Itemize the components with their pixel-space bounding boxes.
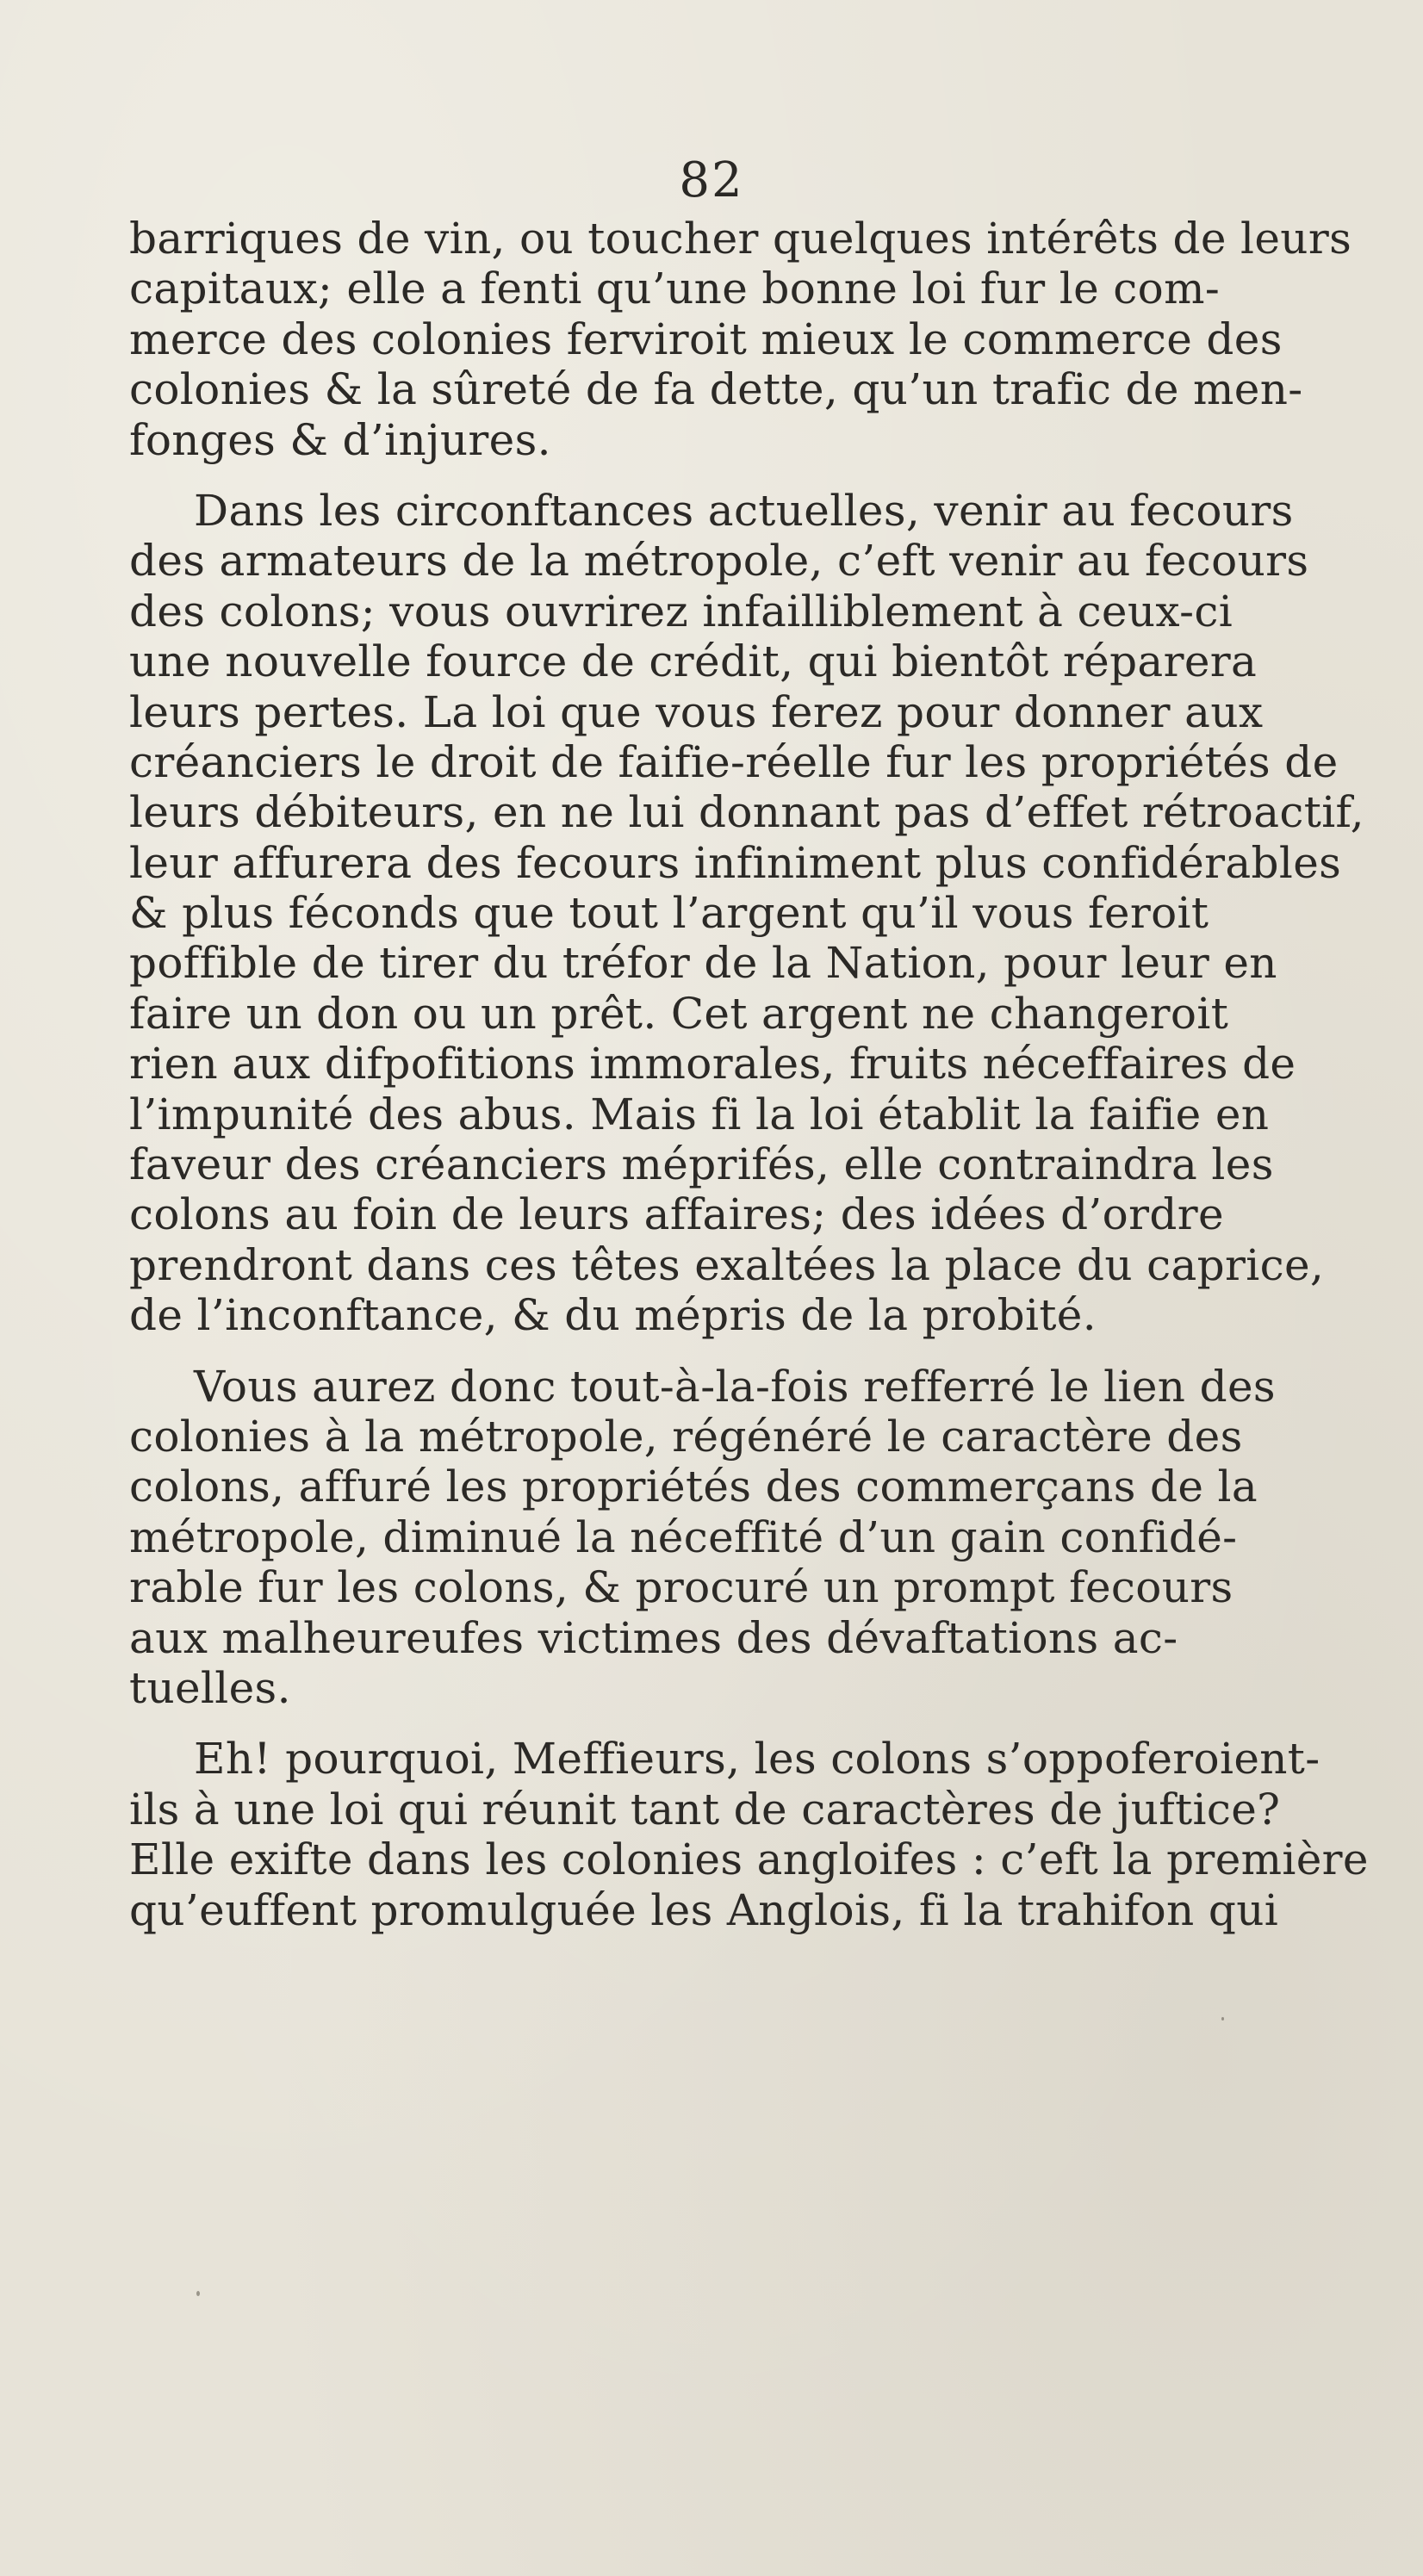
text-line: des armateurs de la métropole, c’eft venir au fecours xyxy=(129,536,1309,587)
text-line: & plus féconds que tout l’argent qu’il vous feroit xyxy=(129,888,1209,939)
paragraph xyxy=(129,486,1387,1341)
page-number: 82 xyxy=(679,152,744,208)
text-line: colons au foin de leurs affaires; des idées d’ordre xyxy=(129,1189,1224,1240)
text-line: fonges & d’injures. xyxy=(129,414,551,465)
text-line: merce des colonies ferviroit mieux le commerce des xyxy=(129,313,1283,364)
text-line: Dans les circonftances actuelles, venir au fecours xyxy=(194,485,1294,536)
text-line: colons, affuré les propriétés des commerçans de la xyxy=(129,1462,1258,1512)
text-line: tuelles. xyxy=(129,1662,291,1713)
text-line: colonies & la sûreté de fa dette, qu’un trafic de men- xyxy=(129,364,1303,415)
text-line: ils à une loi qui réunit tant de caractères de juftice? xyxy=(129,1784,1281,1834)
text-line: des colons; vous ouvrirez infailliblement à ceux-ci xyxy=(129,586,1233,636)
text-line: faire un don ou un prêt. Cet argent ne changeroit xyxy=(129,988,1229,1039)
paragraph xyxy=(129,214,1387,465)
text-line: Elle exifte dans les colonies angloifes : c’eft la première xyxy=(129,1834,1369,1885)
text-line: aux malheureufes victimes des dévaftations ac- xyxy=(129,1612,1178,1663)
text-line: colonies à la métropole, régénéré le caractère des xyxy=(129,1411,1243,1462)
text-line: leurs pertes. La loi que vous ferez pour donner aux xyxy=(129,686,1264,737)
paragraph-gap xyxy=(129,1713,1387,1734)
paragraph xyxy=(129,1734,1387,1935)
text-line: leur affurera des fecours infiniment plus confidérables xyxy=(129,837,1342,888)
text-line: Vous aurez donc tout-à-la-fois refferré le lien des xyxy=(194,1361,1276,1412)
paragraph-gap xyxy=(129,465,1387,486)
body-text xyxy=(129,214,1387,1935)
text-line: créanciers le droit de faifie-réelle fur les propriétés de xyxy=(129,736,1339,787)
text-line: prendront dans ces têtes exaltées la place du caprice, xyxy=(129,1239,1325,1290)
text-line: poffible de tirer du tréfor de la Nation, pour leur en xyxy=(129,938,1277,989)
text-line: de l’inconftance, & du mépris de la probité. xyxy=(129,1290,1097,1341)
text-line: qu’euffent promulguée les Anglois, fi la trahifon qui xyxy=(129,1884,1279,1935)
text-line: barriques de vin, ou toucher quelques intérêts de leurs xyxy=(129,214,1352,264)
text-line: capitaux; elle a fenti qu’une bonne loi fur le com- xyxy=(129,264,1221,314)
text-line: métropole, diminué la néceffité d’un gain confidé- xyxy=(129,1511,1238,1562)
text-line: Eh! pourquoi, Meffieurs, les colons s’oppoferoient- xyxy=(194,1734,1320,1785)
text-line: l’impunité des abus. Mais fi la loi établit la faifie en xyxy=(129,1089,1270,1139)
paper-speck xyxy=(196,2291,200,2296)
text-line: faveur des créanciers méprifés, elle contraindra les xyxy=(129,1139,1274,1190)
text-line: rien aux difpofitions immorales, fruits néceffaires de xyxy=(129,1039,1296,1089)
paragraph xyxy=(129,1362,1387,1714)
paragraph-gap xyxy=(129,1341,1387,1362)
text-line: une nouvelle fource de crédit, qui bientôt réparera xyxy=(129,636,1258,687)
text-line: rable fur les colons, & procuré un prompt fecours xyxy=(129,1562,1233,1613)
paper-speck xyxy=(1221,2017,1224,2020)
text-line: leurs débiteurs, en ne lui donnant pas d’effet rétroactif, xyxy=(129,787,1364,838)
